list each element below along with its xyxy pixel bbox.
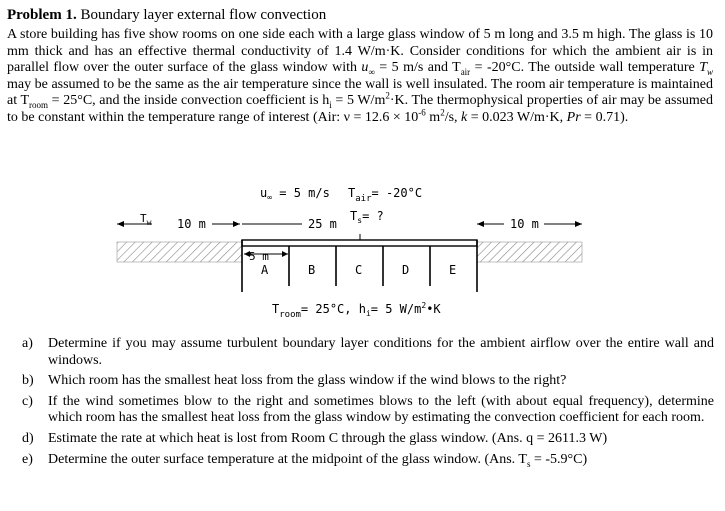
question-d: [22, 431, 714, 448]
tw-symbol: T: [699, 60, 707, 76]
question-b: [22, 373, 714, 390]
arrowhead: [282, 251, 288, 257]
question-text: = -5.9°C): [530, 451, 588, 467]
question-label: e): [22, 451, 33, 467]
k-symbol: k: [461, 109, 468, 125]
statement-text: = 5 m/s and T: [374, 60, 461, 76]
question-text: Determine if you may assume turbulent boundary layer conditions for the ambient airflow over the entire wall and windows.: [48, 336, 714, 368]
question-label: b): [22, 373, 34, 389]
room-label-a: A: [261, 263, 269, 277]
question-label: a): [22, 336, 33, 351]
squared-superscript: 2: [385, 90, 390, 101]
question-text: Estimate the rate at which heat is lost from Room C through the glass window. (Ans. q = 2611.3 W): [48, 430, 608, 446]
pr-symbol: Pr: [566, 109, 581, 125]
building-diagram: [112, 180, 672, 330]
right-wall: [477, 242, 582, 262]
glass-window: [242, 240, 477, 246]
hi-subscript: i: [329, 100, 332, 111]
statement-text: = -20°C. The outside wall temperature: [470, 60, 700, 76]
room-label-c: C: [355, 263, 363, 277]
ts-subscript: s: [526, 458, 531, 469]
arrowhead: [575, 221, 582, 227]
arrowhead: [117, 221, 124, 227]
question-list: [22, 336, 714, 472]
u-subscript: ∞: [368, 66, 375, 77]
question-a: [22, 336, 714, 369]
statement-text: m: [425, 109, 441, 125]
room-label-e: E: [449, 263, 457, 277]
room-label-d: D: [402, 263, 410, 277]
u-symbol: u: [361, 60, 369, 76]
problem-heading: [7, 6, 326, 24]
question-c: [22, 394, 714, 427]
ts-label: $T_s=$ ?: [350, 209, 384, 225]
squared-superscript: 2: [440, 107, 445, 118]
problem-title: Boundary layer external flow convection: [80, 7, 327, 23]
tair-subscript: air: [460, 66, 471, 77]
room-label-b: B: [308, 263, 316, 277]
statement-text: A store building has five show rooms on one side each with a large glass window of 5 m long and 3.5 m high. The glass is 10 mm thick and has an effective thermal conductivity of 1.4 W/m·K. Consider conditions for which the ambient air is in parallel flow over the outer surface of the glass window with: [7, 27, 713, 76]
problem-statement: [7, 27, 713, 127]
question-text: If the wind sometimes blow to the right and sometimes blows to the left (with about equal frequency), determine which room has the smallest heat loss from the glass window by estimating the convection coefficient for each room.: [48, 393, 714, 426]
mid-dimension-label: 25 m: [308, 217, 337, 231]
statement-text: = 0.023 W/m·K,: [467, 109, 567, 125]
question-label: d): [22, 430, 34, 446]
statement-text: = 5 W/m: [331, 93, 386, 109]
statement-text: = 0.71).: [580, 109, 629, 125]
tw-subscript: w: [706, 66, 713, 77]
u-label: $u_\infty = 5$ m/s: [260, 186, 330, 202]
problem-number: Problem 1.: [7, 7, 77, 23]
left-dimension-label: 10 m: [177, 217, 206, 231]
question-text: Determine the outer surface temperature at the midpoint of the glass window. (Ans. T: [48, 451, 527, 467]
tw-label: $T_w$: [140, 212, 152, 227]
left-wall: [117, 242, 242, 262]
question-e: [22, 452, 714, 469]
troom-label: $T_{room}= 25^\circ C$, $h_i= 5$ $W/m^2•K$: [272, 301, 441, 320]
question-label: c): [22, 393, 33, 409]
troom-subscript: room: [29, 100, 49, 111]
tair-label: $T_{air}= -20^\circ C$: [348, 186, 423, 204]
right-dimension-label: 10 m: [510, 217, 539, 231]
question-text: Which room has the smallest heat loss from the glass window if the wind blows to the right?: [48, 373, 567, 389]
statement-text: /s,: [444, 109, 462, 125]
room-width-label: 5 m: [249, 250, 269, 263]
statement-text: = 25°C, and the inside convection coefficient is h: [48, 93, 330, 109]
statement-text: ·K. The thermophysical properties of air may be assumed to be constant within the temperature range of interest (Air: ν = 12.6 × 10: [7, 93, 713, 125]
statement-text: may be assumed to be the same as the air temperature since the wall is well insulated. The room air temperature is maintained at T: [7, 76, 713, 109]
exponent-superscript: -6: [418, 107, 426, 118]
arrowhead: [233, 221, 240, 227]
arrowhead: [477, 221, 484, 227]
